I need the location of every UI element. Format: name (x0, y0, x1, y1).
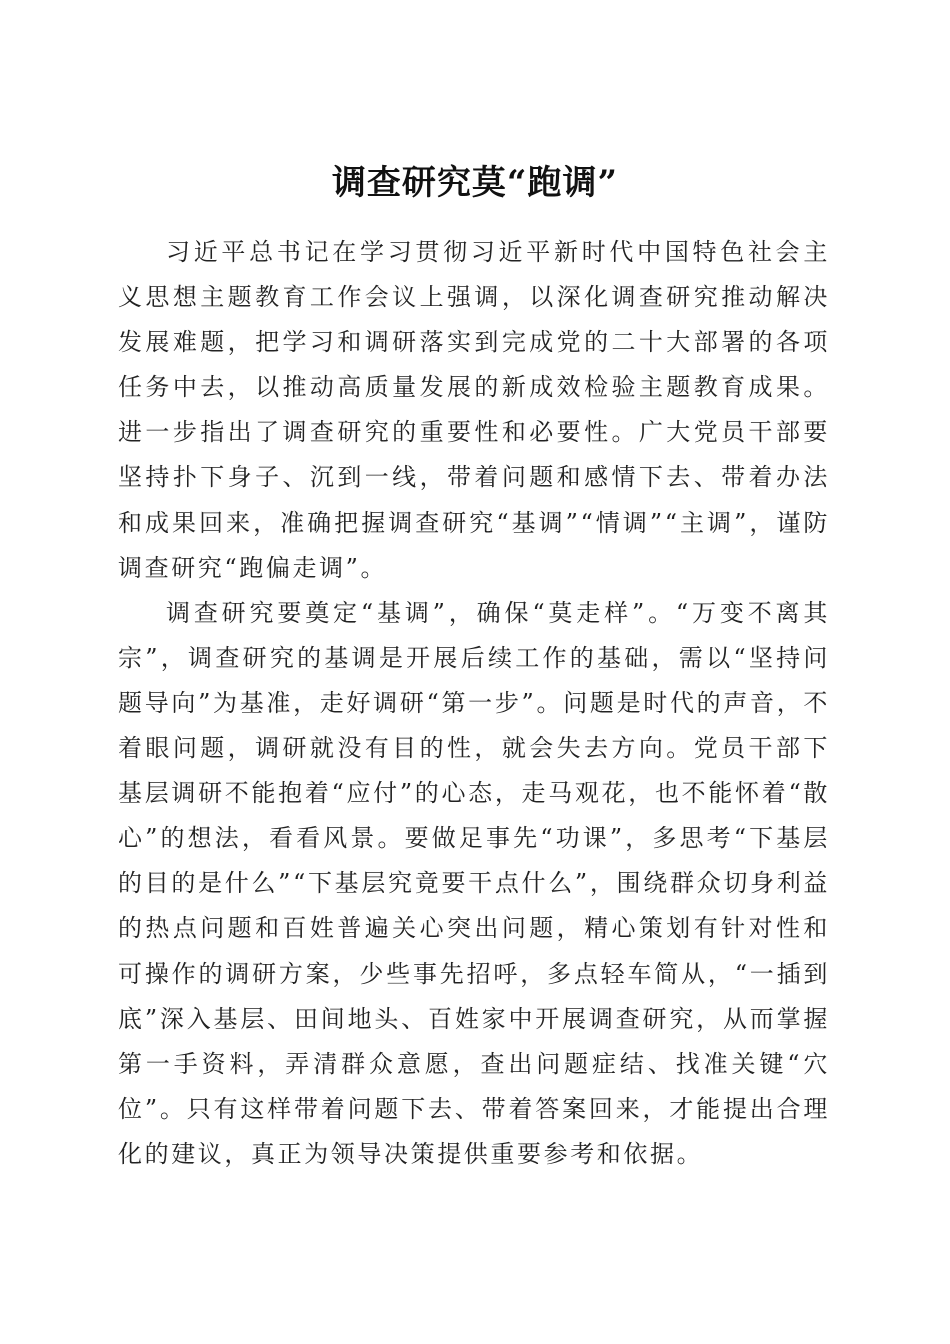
paragraph-intro: 习近平总书记在学习贯彻习近平新时代中国特色社会主义思想主题教育工作会议上强调，以深化调查研究推动解决发展难题，把学习和调研落实到完成党的二十大部署的各项任务中去，以推动高质量发展的新成效检验主题教育成果。进一步指出了调查研究的重要性和必要性。广大党员干部要坚持扑下身子、沉到一线，带着问题和感情下去、带着办法和成果回来，准确把握调查研究“基调”“情调”“主调”，谨防调查研究“跑偏走调”。 (118, 238, 830, 582)
paragraph-jidiao: 调查研究要奠定“基调”，确保“莫走样”。“万变不离其宗”，调查研究的基调是开展后续工作的基础，需以“坚持问题导向”为基准，走好调研“第一步”。问题是时代的声音，不着眼问题，调研就没有目的性，就会失去方向。党员干部下基层调研不能抱着“应付”的心态，走马观花，也不能怀着“散心”的想法，看看风景。要做足事先“功课”，多思考“下基层的目的是什么”“下基层究竟要干点什么”，围绕群众切身利益的热点问题和百姓普遍关心突出问题，精心策划有针对性和可操作的调研方案，少些事先招呼，多点轻车简从，“一插到底”深入基层、田间地头、百姓家中开展调查研究，从而掌握第一手资料，弄清群众意愿，查出问题症结、找准关键“穴位”。只有这样带着问题下去、带着答案回来，才能提出合理化的建议，真正为领导决策提供重要参考和依据。 (118, 598, 830, 1168)
document-body (118, 230, 830, 1177)
document-title: 调查研究莫“跑调” (331, 162, 619, 203)
